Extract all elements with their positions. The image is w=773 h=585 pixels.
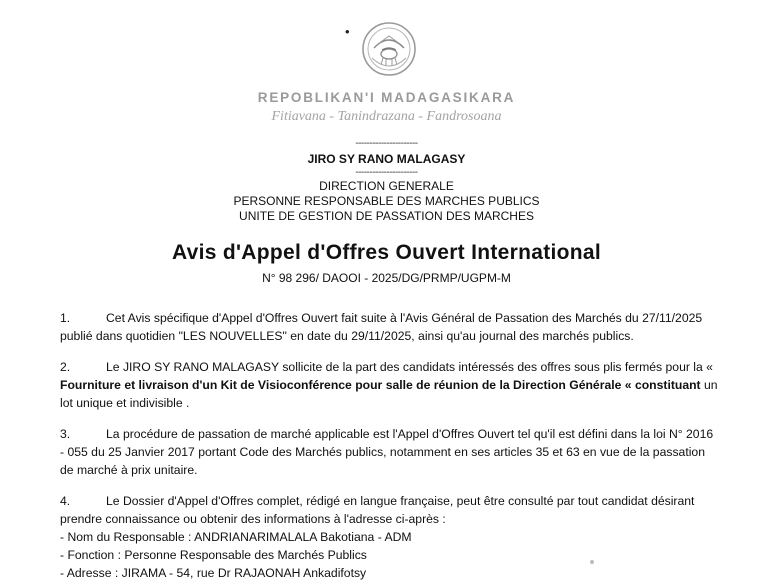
notice-reference: N° 98 296/ DAOOI - 2025/DG/PRMP/UGPM-M — [262, 271, 511, 285]
national-motto: Fitiavana - Tanindrazana - Fandrosoana — [271, 109, 502, 124]
country-name: REPOBLIKAN'I MADAGASIKARA — [257, 90, 516, 105]
contact-address: - Adresse : JIRAMA - 54, rue Dr RAJAONAH Ankadifotsy — [60, 566, 367, 580]
paragraph-text: prendre connaissance ou obtenir des informations à l'adresse ci-après : — [60, 512, 446, 526]
paragraph-number: 2. — [60, 360, 71, 374]
department-general: DIRECTION GENERALE — [319, 179, 454, 193]
separator-top: ---------------------- — [355, 138, 418, 149]
stray-mark: • — [345, 24, 350, 39]
paragraph-text: Le Dossier d'Appel d'Offres complet, rédigé en langue française, peut être consulté par tout candidat désirant — [106, 494, 695, 508]
paragraph-text: - 055 du 25 Janvier 2017 portant Code des Marchés publics, notamment en ses articles 35 et 63 en vue de la passation — [60, 445, 705, 459]
paragraph-text: un — [700, 378, 718, 392]
department-ugpm: UNITE DE GESTION DE PASSATION DES MARCHES — [239, 209, 534, 223]
paragraph-1 — [60, 309, 712, 345]
paragraph-2 — [60, 358, 718, 412]
paragraph-text: Le JIRO SY RANO MALAGASY sollicite de la part des candidats intéressés des offres sous plis fermés pour la « — [106, 360, 713, 374]
contact-function: - Fonction : Personne Responsable des Marchés Publics — [60, 548, 367, 562]
scan-speck — [590, 560, 594, 564]
paragraph-number: 3. — [60, 427, 71, 441]
procurement-object: Fourniture et livraison d'un Kit de Visioconférence pour salle de réunion de la Direction Générale « constituant — [60, 378, 701, 392]
paragraph-text: publié dans quotidien "LES NOUVELLES" en date du 29/11/2025, ainsi qu'au journal des marchés publics. — [60, 329, 634, 343]
contact-name: - Nom du Responsable : ANDRIANARIMALALA Bakotiana - ADM — [60, 530, 412, 544]
paragraph-number: 1. — [60, 311, 71, 325]
paragraph-3 — [60, 425, 712, 479]
paragraph-text: La procédure de passation de marché applicable est l'Appel d'Offres Ouvert tel qu'il est défini dans la loi N° 2016 — [106, 427, 714, 441]
paragraph-number: 4. — [60, 494, 71, 508]
paragraph-text: lot unique et indivisible . — [60, 396, 190, 410]
organization-name: JIRO SY RANO MALAGASY — [307, 152, 466, 166]
paragraph-text: Cet Avis spécifique d'Appel d'Offres Ouvert fait suite à l'Avis Général de Passation des Marchés du 27/11/2025 — [106, 311, 703, 325]
department-prmp: PERSONNE RESPONSABLE DES MARCHES PUBLICS — [233, 194, 540, 208]
madagascar-seal-icon — [360, 18, 418, 80]
paragraph-text: de marché à prix unitaire. — [60, 463, 198, 477]
notice-title: Avis d'Appel d'Offres Ouvert International — [171, 241, 602, 264]
paragraph-4 — [60, 492, 712, 528]
separator-bottom: ---------------------- — [355, 167, 418, 178]
